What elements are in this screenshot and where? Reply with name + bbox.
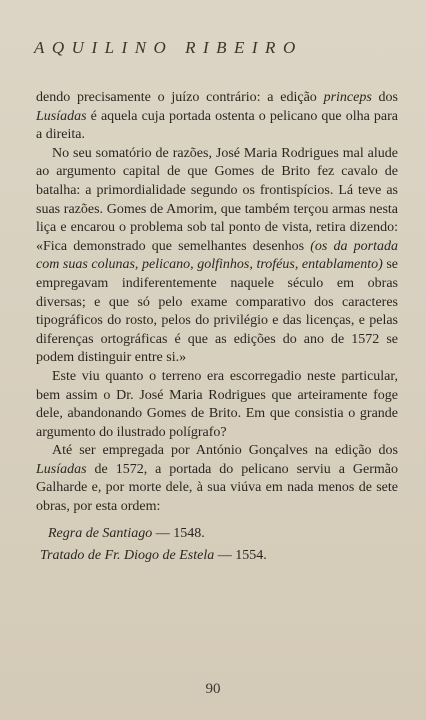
paragraph-1 (36, 89, 398, 145)
page-number: 90 (205, 681, 221, 697)
work-year: — 1554. (214, 547, 267, 563)
body-text (36, 89, 398, 567)
p4-italic-lusiadas: Lusíadas (36, 461, 87, 477)
work-title: Tratado de Fr. Diogo de Estela (40, 547, 215, 563)
running-header: AQUILINO RIBEIRO (34, 38, 303, 57)
list-item (40, 545, 398, 567)
paragraph-4 (36, 442, 398, 516)
p2-italic-aside: (os da portada com suas colunas, pelicano, golfinhos, troféus, entablamento) (36, 238, 398, 273)
p1-text-c: dos (371, 90, 398, 105)
p2-text-c: se empregavam indiferentemente naquele século em obras diversas; e que só pelo exame comparativo dos caracteres tipográficos do rosto, pelos do privilégio e das licenças, e pelas diferenças ortográficas é que as edições do ano de 1572 se podem distinguir entre si.» (36, 257, 398, 366)
p2-text-a: No seu somatório de razões, José Maria Rodrigues mal alude ao argumento capital de que Gomes de Brito fez cavalo de batalha: a primordialidade segundo os frontispícios. Lá teve as suas razões. Gomes de Amorim, que também terçou armas nesta liça e encarou o problema sob tal ponto de vista, retira dizendo: «Fica demonstrado que semelhantes desenhos (36, 145, 398, 254)
p1-italic-princeps: princeps (323, 90, 372, 105)
p4-text-c: de 1572, a portada do pelicano serviu a Germão Galharde e, por morte dele, à sua viúva em nada menos de sete obras, por esta ordem: (36, 461, 398, 515)
works-list (40, 523, 398, 567)
p4-text-a: Até ser empregada por António Gonçalves na edição dos (52, 443, 398, 459)
paragraph-3: Este viu quanto o terreno era escorregadio neste particular, bem assim o Dr. José Maria Rodrigues que arteiramente foge dele, abandonando Gomes de Brito. Em que consistia o grande argumento do ilustrado polígrafo? (36, 368, 398, 440)
work-year: — 1548. (152, 525, 205, 541)
work-title: Regra de Santiago (48, 525, 153, 541)
p1-italic-lusiadas: Lusíadas (36, 108, 87, 124)
p1-text-a: dendo precisamente o juízo contrário: a edição (36, 90, 324, 105)
list-item (48, 523, 398, 545)
p1-text-e: é aquela cuja portada ostenta o pelicano que olha para a direita. (36, 108, 398, 143)
paragraph-2 (36, 145, 398, 368)
